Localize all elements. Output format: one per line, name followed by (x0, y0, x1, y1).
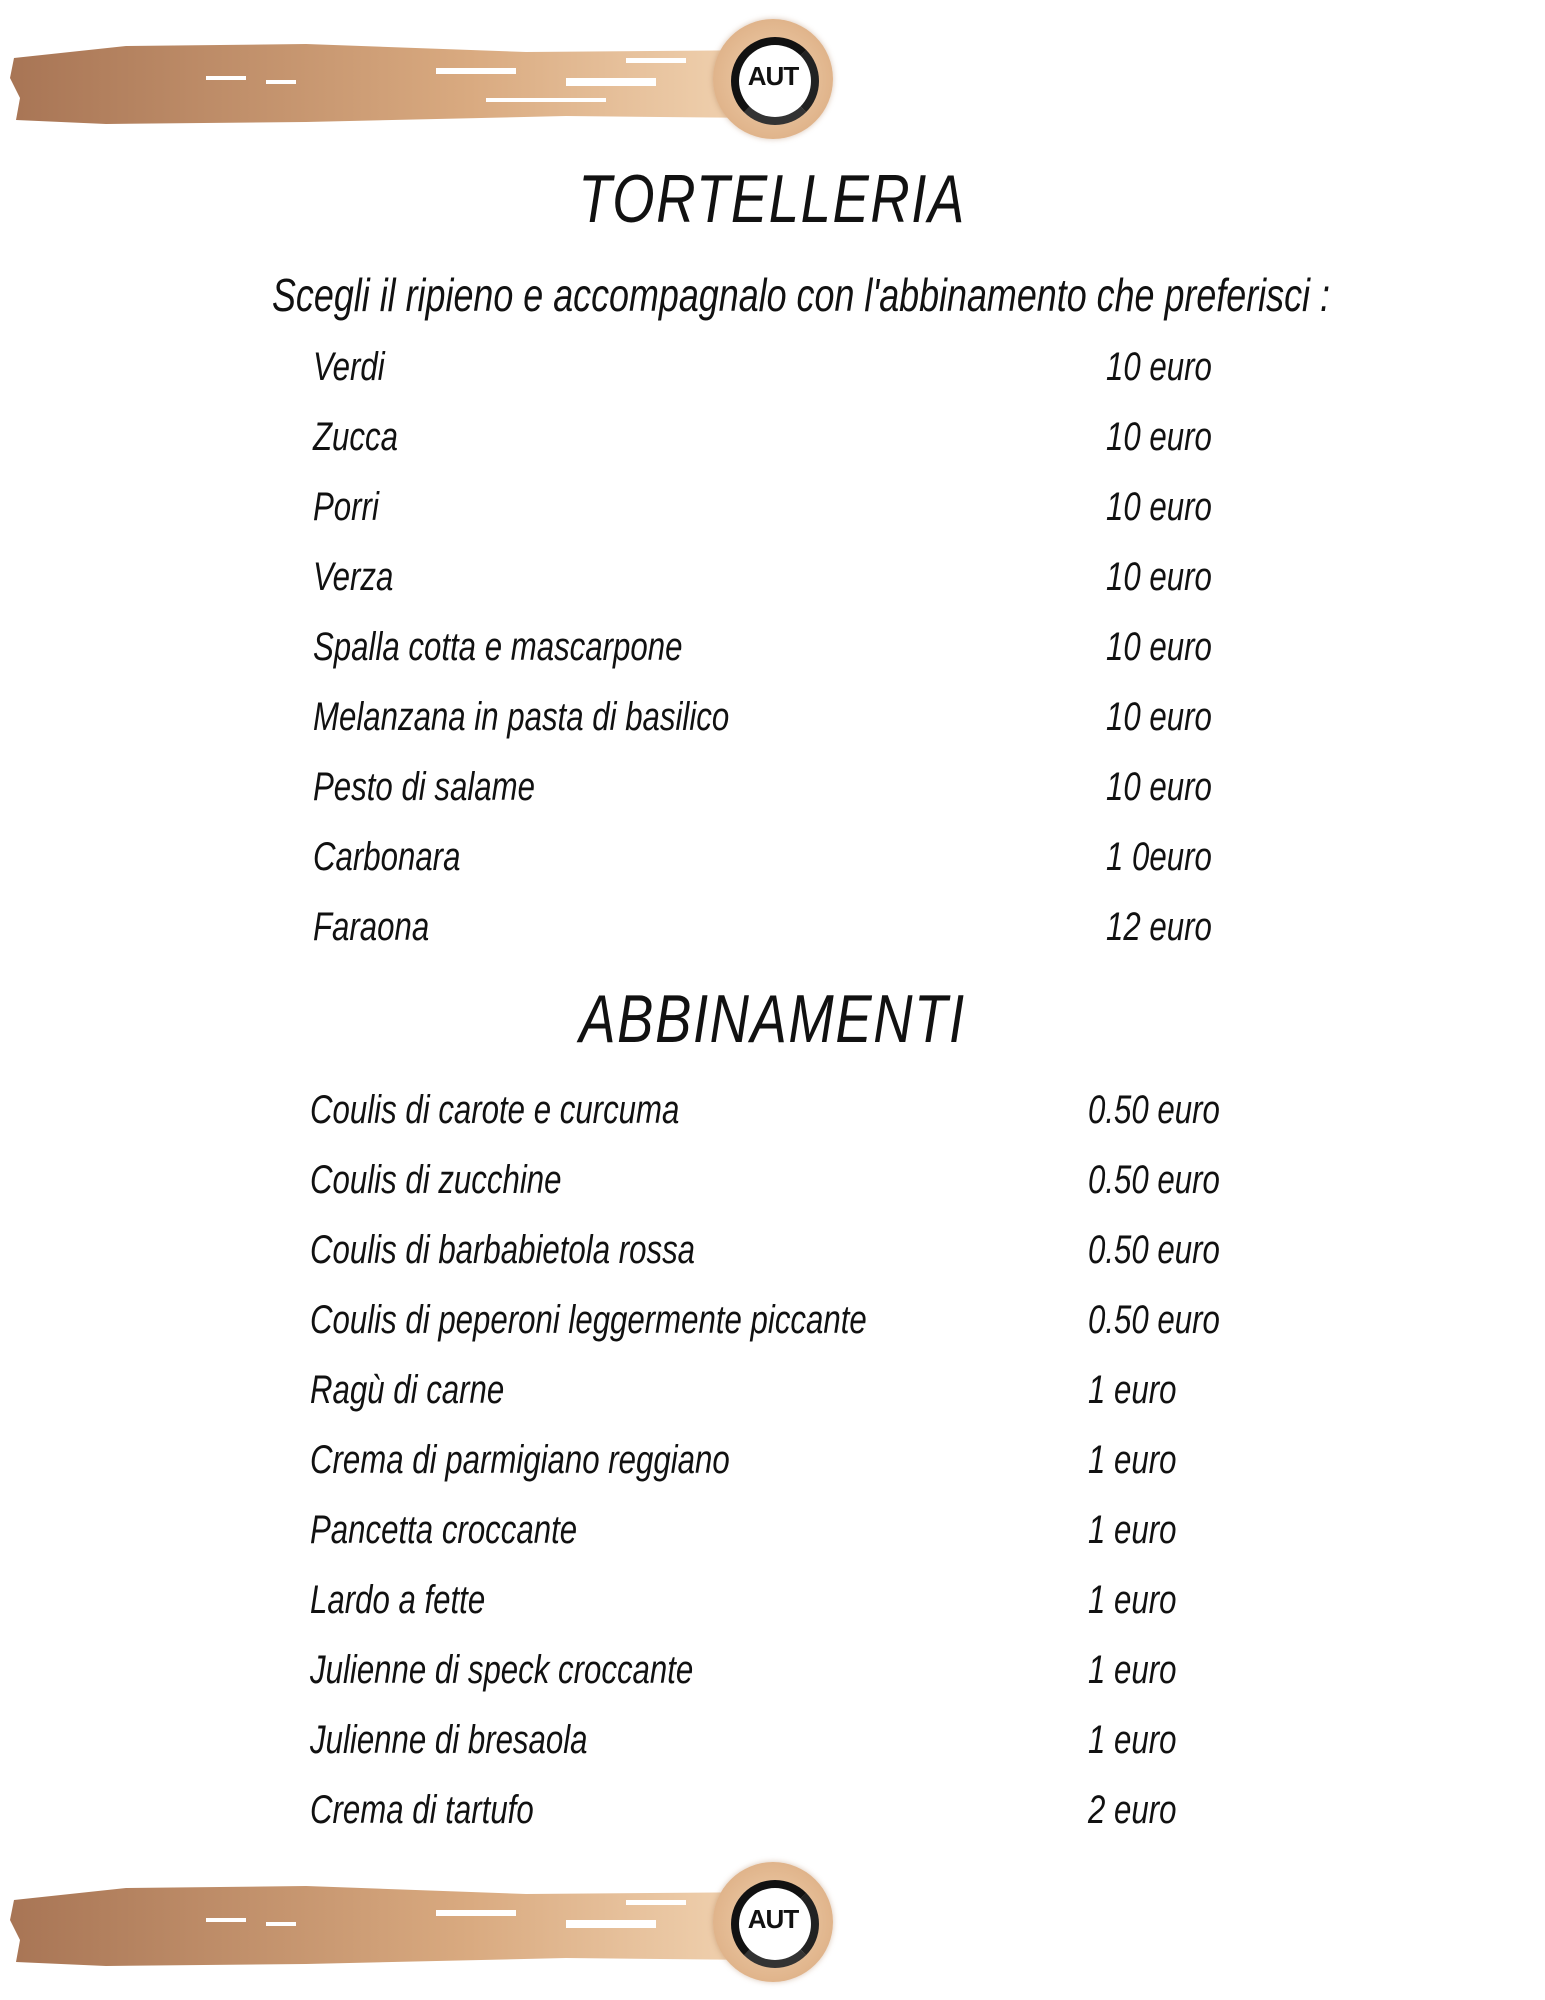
tortelleria-subtitle: Scegli il ripieno e accompagnalo con l'abbinamento che preferisci : (272, 269, 1330, 321)
item-price: 1 euro (1088, 1508, 1177, 1552)
item-name: Zucca (313, 415, 398, 459)
item-name: Melanzana in pasta di basilico (313, 695, 730, 739)
item-price: 10 euro (1106, 695, 1212, 739)
item-price: 1 0euro (1106, 835, 1212, 879)
brush-stroke-top (6, 38, 776, 128)
item-name: Spalla cotta e mascarpone (313, 625, 683, 669)
item-price: 0.50 euro (1088, 1298, 1220, 1342)
menu-item (313, 345, 1313, 405)
item-price: 1 euro (1088, 1718, 1177, 1762)
item-name: Crema di tartufo (310, 1788, 534, 1832)
item-name: Lardo a fette (310, 1578, 486, 1622)
item-name: Coulis di peperoni leggermente piccante (310, 1298, 867, 1342)
item-name: Verza (313, 555, 394, 599)
item-price: 12 euro (1106, 905, 1212, 949)
item-price: 10 euro (1106, 485, 1212, 529)
item-price: 10 euro (1106, 625, 1212, 669)
menu-item (313, 695, 1313, 755)
menu-item (310, 1578, 1310, 1638)
menu-item (313, 415, 1313, 475)
item-price: 0.50 euro (1088, 1228, 1220, 1272)
item-name: Coulis di carote e curcuma (310, 1088, 680, 1132)
menu-item (310, 1508, 1310, 1568)
item-price: 1 euro (1088, 1438, 1177, 1482)
item-name: Verdi (313, 345, 385, 389)
menu-item (310, 1228, 1310, 1288)
menu-item (310, 1648, 1310, 1708)
item-price: 1 euro (1088, 1368, 1177, 1412)
item-price: 1 euro (1088, 1648, 1177, 1692)
menu-item (313, 765, 1313, 825)
menu-item (310, 1368, 1310, 1428)
item-price: 10 euro (1106, 345, 1212, 389)
item-price: 0.50 euro (1088, 1088, 1220, 1132)
item-price: 10 euro (1106, 765, 1212, 809)
menu-item (310, 1158, 1310, 1218)
menu-item (310, 1298, 1310, 1358)
menu-item (310, 1438, 1310, 1498)
menu-item (313, 835, 1313, 895)
aut-logo-bottom: AUT (713, 1862, 833, 1982)
item-name: Faraona (313, 905, 430, 949)
item-name: Crema di parmigiano reggiano (310, 1438, 730, 1482)
aut-logo: AUT (713, 19, 833, 139)
menu-item (313, 905, 1313, 965)
menu-item (313, 485, 1313, 545)
item-price: 0.50 euro (1088, 1158, 1220, 1202)
menu-item (310, 1718, 1310, 1778)
item-name: Julienne di speck croccante (310, 1648, 694, 1692)
abbinamenti-title: ABBINAMENTI (579, 981, 966, 1057)
menu-item (310, 1788, 1310, 1848)
item-name: Ragù di carne (310, 1368, 505, 1412)
item-price: 10 euro (1106, 415, 1212, 459)
menu-item (313, 555, 1313, 615)
item-name: Coulis di barbabietola rossa (310, 1228, 696, 1272)
item-name: Carbonara (313, 835, 461, 879)
item-price: 1 euro (1088, 1578, 1177, 1622)
tortelleria-title: TORTELLERIA (578, 161, 967, 237)
item-price: 2 euro (1088, 1788, 1177, 1832)
item-name: Julienne di bresaola (310, 1718, 588, 1762)
item-name: Coulis di zucchine (310, 1158, 562, 1202)
item-price: 10 euro (1106, 555, 1212, 599)
menu-item (310, 1088, 1310, 1148)
menu-item (313, 625, 1313, 685)
item-name: Pancetta croccante (310, 1508, 578, 1552)
item-name: Pesto di salame (313, 765, 535, 809)
brush-stroke-bottom (6, 1880, 776, 1970)
item-name: Porri (313, 485, 379, 529)
